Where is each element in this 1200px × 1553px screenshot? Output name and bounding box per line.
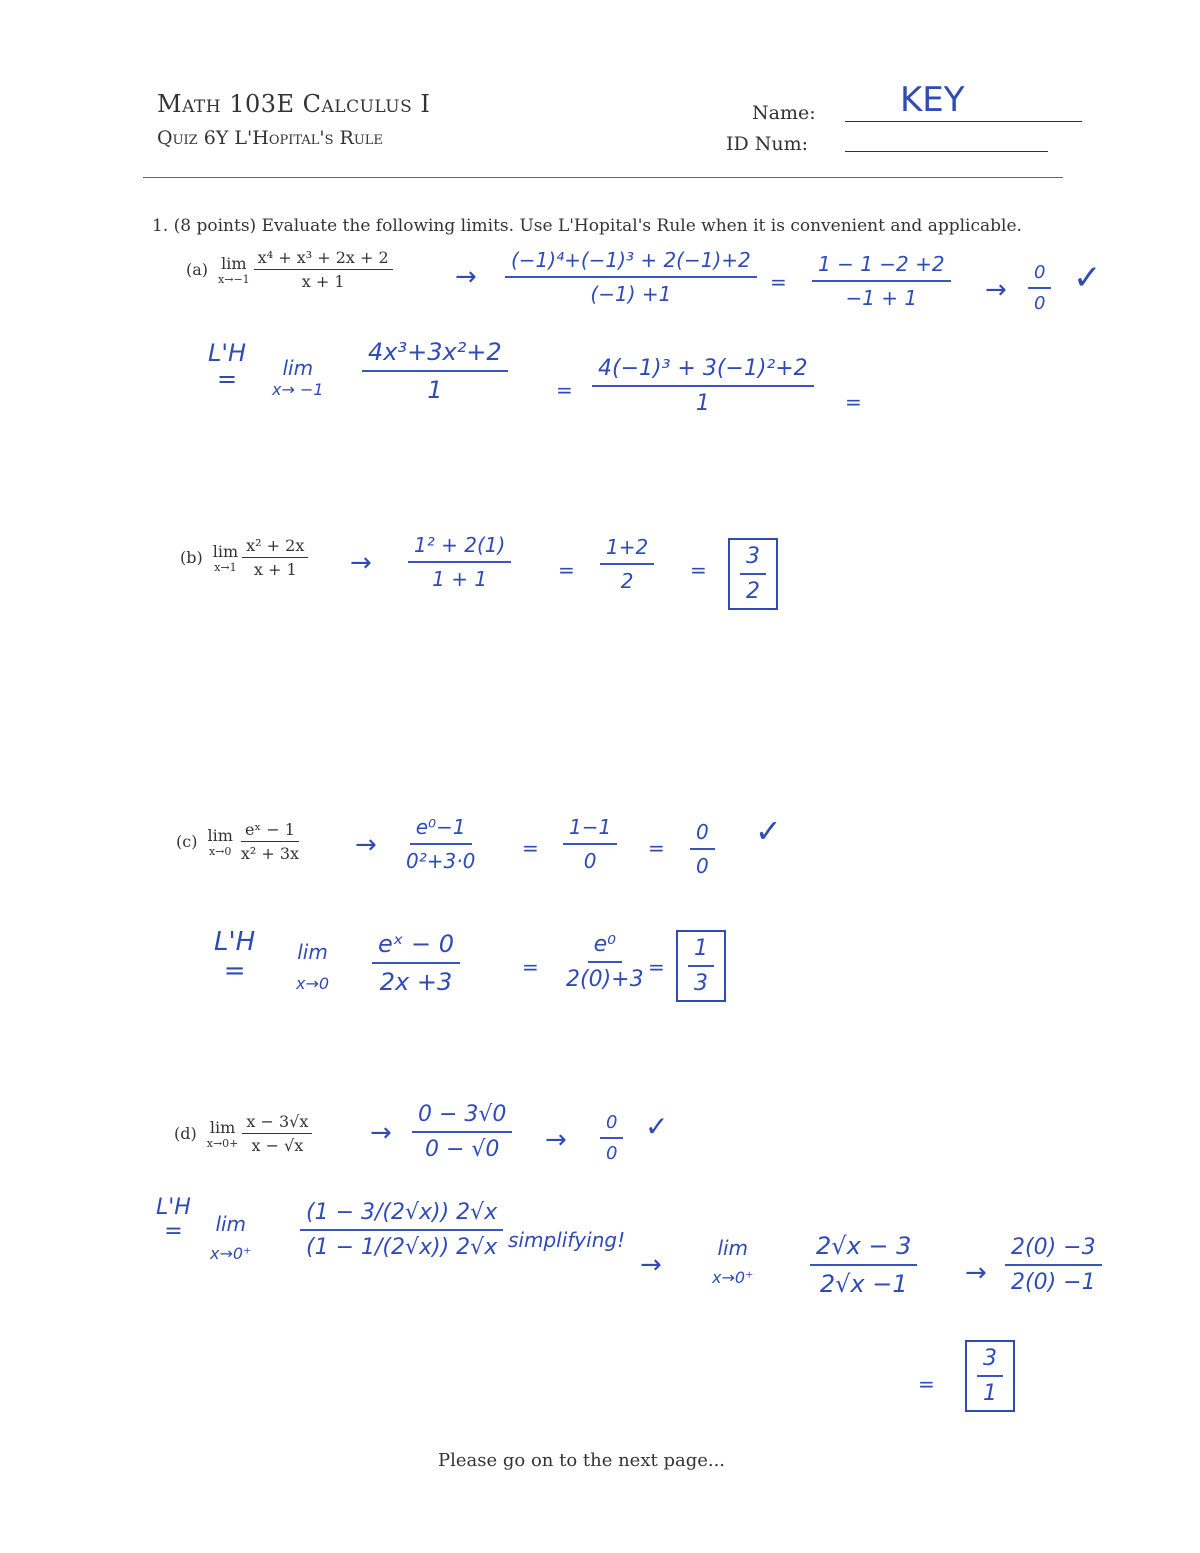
header-divider	[143, 177, 1063, 178]
part-a-lh-lim: lim x→ −1	[272, 356, 324, 399]
footer-note: Please go on to the next page...	[438, 1450, 726, 1471]
equals-sign: =	[770, 270, 787, 294]
part-b-work-1: $\frac{\text{1² + 2(1)}}{1 + 1}$	[408, 533, 511, 591]
arrow-icon: →	[640, 1250, 662, 1280]
check-icon: ✓	[1073, 258, 1102, 298]
part-c-label: (c)	[176, 832, 198, 851]
check-icon: ✓	[755, 812, 782, 850]
part-a-indeterminate: $\frac{0}{0}$	[1028, 262, 1051, 314]
part-a-lh-eval: $\frac{\text{4(−1)³ + 3(−1)²+2}}{1}$	[592, 356, 814, 416]
part-c-answer-box: $\frac{1}{3}$	[676, 930, 726, 1002]
part-c-lh-fraction: $\frac{\text{eˣ − 0}}{2x +3}$	[372, 930, 460, 996]
equals-sign: =	[556, 378, 573, 402]
name-value: KEY	[900, 80, 965, 120]
part-d-lim: lim x→0+	[206, 1117, 239, 1150]
arrow-icon: →	[355, 830, 377, 860]
part-d-answer-box: $\frac{3}{1}$	[965, 1340, 1015, 1412]
problem-statement	[152, 216, 1022, 236]
part-b-question	[180, 536, 308, 579]
quiz-title: Quiz 6Y L'Hopital's Rule	[157, 127, 383, 149]
arrow-icon: →	[370, 1118, 392, 1148]
part-a-work-1: $\frac{\text{(−1)⁴+(−1)³ + 2(−1)+2}}{(-1) +1}$	[505, 248, 757, 306]
arrow-icon: →	[545, 1125, 567, 1155]
part-b-lim: lim x→1	[212, 541, 239, 574]
name-line	[845, 121, 1082, 122]
equals-sign: =	[648, 955, 665, 979]
part-d-simplified-lim: lim x→0⁺	[712, 1236, 754, 1287]
arrow-icon: →	[965, 1258, 987, 1288]
part-d-work-1: $\frac{0 - 3√0}{0 - √0}$	[412, 1102, 512, 1162]
check-icon: ✓	[645, 1110, 669, 1143]
id-line	[845, 151, 1048, 152]
part-d-label: (d)	[174, 1124, 197, 1143]
problem-number: 1.	[152, 216, 169, 236]
part-a-label: (a)	[186, 260, 209, 279]
equals-sign: =	[918, 1372, 935, 1396]
equals-sign: =	[845, 390, 862, 414]
course-title: Math 103E Calculus I	[157, 90, 431, 118]
part-d-lh-lim: lim x→0⁺	[210, 1212, 252, 1263]
equals-sign: =	[522, 836, 539, 860]
part-d-question	[174, 1112, 312, 1155]
arrow-icon: →	[350, 548, 372, 578]
part-a-fraction: $\frac{\text{x⁴ + x³ + 2x + 2}}{x + 1}$	[254, 248, 393, 291]
part-d-lh-fraction: $\frac{(1 - 3/(2√x)) 2√x}{(1 - 1/(2√x)) 2√x}$	[300, 1200, 503, 1260]
part-a-lhopital: L'H =	[208, 339, 247, 394]
arrow-icon: →	[985, 275, 1007, 305]
part-d-indeterminate: $\frac{0}{0}$	[600, 1112, 623, 1164]
part-a-lim: lim x→−1	[218, 253, 250, 286]
equals-sign: =	[522, 955, 539, 979]
id-label: ID Num:	[726, 133, 809, 155]
part-c-work-2: $\frac{1-1}{0}$	[563, 815, 617, 873]
equals-sign: =	[648, 836, 665, 860]
part-d-simplify-note: simplifying!	[508, 1228, 626, 1252]
part-b-answer-box: $\frac{3}{2}$	[728, 538, 778, 610]
equals-sign: =	[690, 558, 707, 582]
problem-instructions: Evaluate the following limits. Use L'Hopital's Rule when it is convenient and applicable.	[261, 216, 1022, 236]
part-c-lh-lim: lim x→0	[296, 940, 330, 993]
part-c-lim: lim x→0	[207, 825, 233, 858]
part-c-indeterminate: $\frac{0}{0}$	[690, 820, 715, 878]
part-a-work-2: $\frac{1 - 1 -2 +2}{-1 + 1}$	[812, 252, 951, 310]
part-b-label: (b)	[180, 548, 203, 567]
part-a-question	[186, 248, 393, 291]
part-b-fraction: $\frac{\text{x² + 2x}}{x + 1}$	[242, 536, 308, 579]
part-d-fraction: $\frac{x - 3√x}{x - √x}$	[242, 1112, 312, 1155]
part-c-work-1: $\frac{\text{e⁰−1}}{\text{0²+3·0}}$	[406, 815, 476, 873]
part-d-lhopital: L'H =	[156, 1195, 191, 1245]
equals-sign: =	[558, 558, 575, 582]
arrow-icon: →	[455, 262, 477, 292]
part-d-simplified-fraction: $\frac{2√x - 3}{2√x -1}$	[810, 1232, 917, 1298]
part-c-lh-eval: $\frac{\text{e⁰}}{2(0)+3}$	[566, 932, 644, 992]
part-c-lhopital: L'H =	[214, 927, 256, 986]
name-label: Name:	[752, 102, 816, 124]
part-a-lh-fraction: $\frac{\text{4x³+3x²+2}}{1}$	[362, 338, 508, 404]
part-c-fraction: $\frac{\text{eˣ − 1}}{\text{x² + 3x}}$	[240, 820, 300, 863]
part-c-question	[176, 820, 303, 863]
part-d-simplified-eval: $\frac{2(0) -3}{2(0) -1}$	[1005, 1235, 1102, 1295]
part-b-work-2: $\frac{1+2}{2}$	[600, 535, 654, 593]
problem-points: (8 points)	[173, 216, 257, 236]
